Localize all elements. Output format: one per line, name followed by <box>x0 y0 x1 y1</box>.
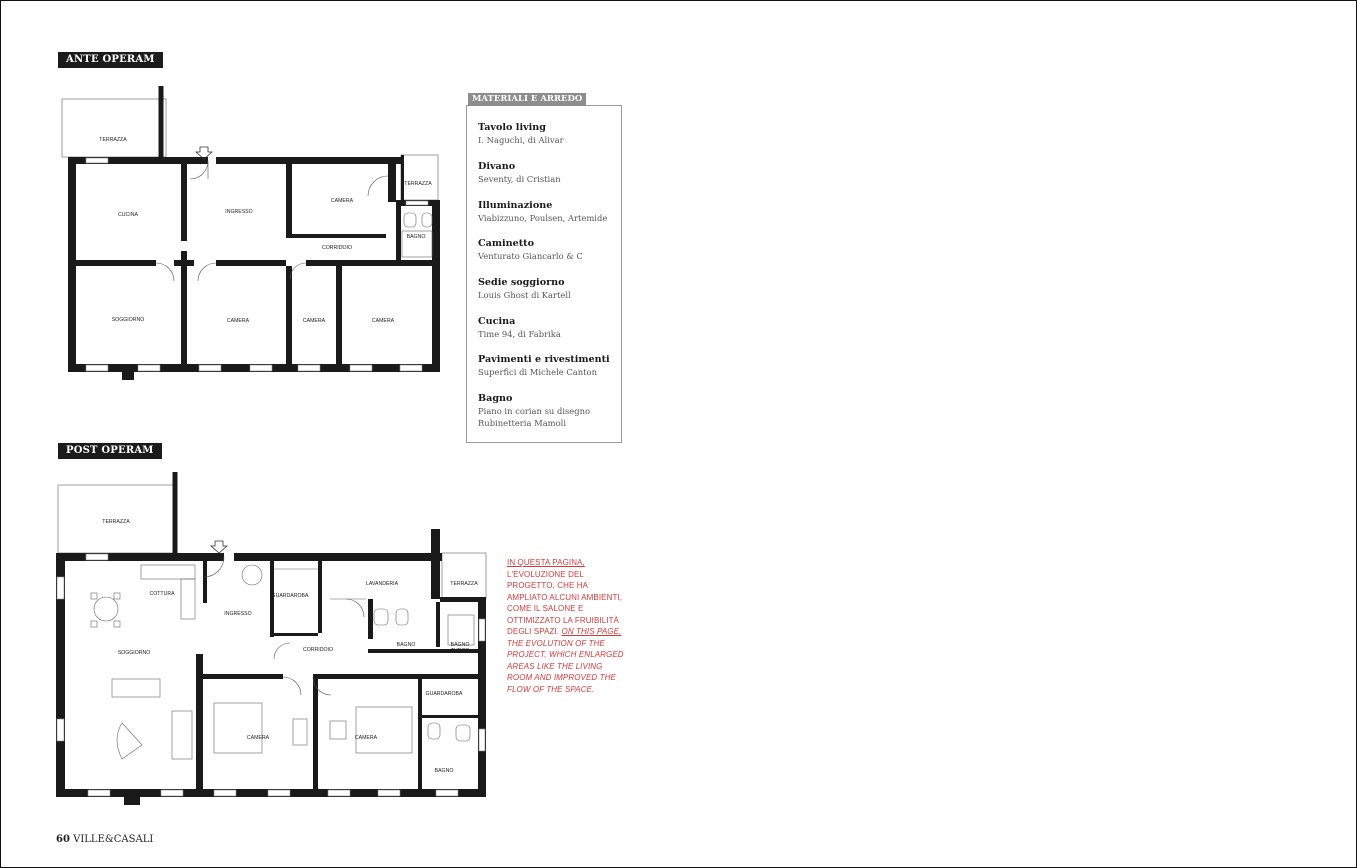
room-label: BAGNO <box>396 642 416 648</box>
room-label: BAGNO <box>434 768 454 774</box>
room-label: BAGNO <box>450 642 470 648</box>
material-item <box>478 354 620 378</box>
material-title: Cucina <box>478 316 516 327</box>
caption-en-lead: ON THIS PAGE, <box>561 627 622 636</box>
entrance-arrow-icon <box>211 541 227 553</box>
room-label: TERRAZZA <box>404 181 432 187</box>
room-label: BAGNO <box>406 234 426 240</box>
ante-operam-label: ANTE OPERAM <box>58 52 163 68</box>
room-label: CUCINA <box>118 212 138 218</box>
room-label: CAMERA <box>330 198 354 204</box>
material-item <box>478 122 620 146</box>
room-label: TURCO <box>450 648 470 654</box>
photo-caption <box>507 557 627 695</box>
ante-walls <box>68 155 440 380</box>
material-title: Caminetto <box>478 238 534 249</box>
material-item <box>478 393 620 429</box>
room-label: CAMERA <box>302 318 326 324</box>
room-label: TERRAZZA <box>102 519 130 525</box>
material-title: Illuminazione <box>478 200 553 211</box>
room-label: INGRESSO <box>224 611 252 617</box>
material-desc: I. Naguchi, di Alivar <box>478 135 564 145</box>
material-item <box>478 161 620 185</box>
room-label: SOGGIORNO <box>111 317 145 323</box>
material-desc: Viabizzuno, Poulsen, Artemide <box>478 213 608 223</box>
caption-it-text: L'EVOLUZIONE DEL PROGETTO, CHE HA AMPLIATO ALCUNI AMBIENTI, COME IL SALONE E OTTIMIZZATO LA FRUIBILITÀ DEGLI SPAZI. <box>507 569 623 636</box>
magazine-name: VILLE&CASALI <box>73 834 154 845</box>
room-label: CAMERA <box>226 318 250 324</box>
ante-operam-floor-plan <box>56 81 446 381</box>
room-label: SOGGIORNO <box>117 650 151 656</box>
post-terrace-outline <box>442 553 486 599</box>
caption-en-text: THE EVOLUTION OF THE PROJECT, WHICH ENLARGED AREAS LIKE THE LIVING ROOM AND IMPROVED THE FLOW OF THE SPACE. <box>507 638 624 694</box>
room-label: CAMERA <box>246 735 270 741</box>
room-label: INGRESSO <box>225 209 253 215</box>
materials-heading: MATERIALI E ARREDO <box>468 93 586 106</box>
material-item <box>478 200 620 224</box>
caption-it-lead: IN QUESTA PAGINA, <box>507 558 585 567</box>
material-item <box>478 277 620 301</box>
ante-room-labels <box>99 137 432 324</box>
room-label: LAVANDERIA <box>365 581 399 587</box>
material-item <box>478 238 620 262</box>
material-item <box>478 316 620 340</box>
room-label: TERRAZZA <box>450 581 478 587</box>
room-label: GUARDAROBA <box>271 593 309 599</box>
room-label: CAMERA <box>354 735 378 741</box>
post-walls <box>56 529 486 805</box>
post-operam-label: POST OPERAM <box>58 443 162 459</box>
material-title: Pavimenti e rivestimenti <box>478 354 610 365</box>
material-desc: Superfici di Michele Canton <box>478 367 597 377</box>
page-footer <box>56 834 153 845</box>
room-label: TERRAZZA <box>99 137 127 143</box>
material-title: Sedie soggiorno <box>478 277 565 288</box>
room-label: CORRIDOIO <box>322 245 352 251</box>
material-title: Divano <box>478 161 516 172</box>
page-number: 60 <box>56 834 70 845</box>
material-title: Bagno <box>478 393 513 404</box>
material-desc: Time 94, di Fabrika <box>478 329 561 339</box>
material-title: Tavolo living <box>478 122 546 133</box>
room-label: CORRIDOIO <box>303 647 333 653</box>
room-label: COTTURA <box>149 591 175 597</box>
material-desc: Venturato Giancarlo & C <box>478 251 583 261</box>
room-label: GUARDAROBA <box>425 691 463 697</box>
room-label: CAMERA <box>371 318 395 324</box>
ante-terrace-outline <box>62 99 166 157</box>
ante-terrace-outline <box>401 155 438 200</box>
material-desc: Louis Ghost di Kartell <box>478 290 571 300</box>
material-desc: Seventy, di Cristian <box>478 174 561 184</box>
material-desc: Piano in corian su disegno Rubinetteria Mamoli <box>478 406 591 428</box>
post-operam-floor-plan <box>56 469 491 809</box>
